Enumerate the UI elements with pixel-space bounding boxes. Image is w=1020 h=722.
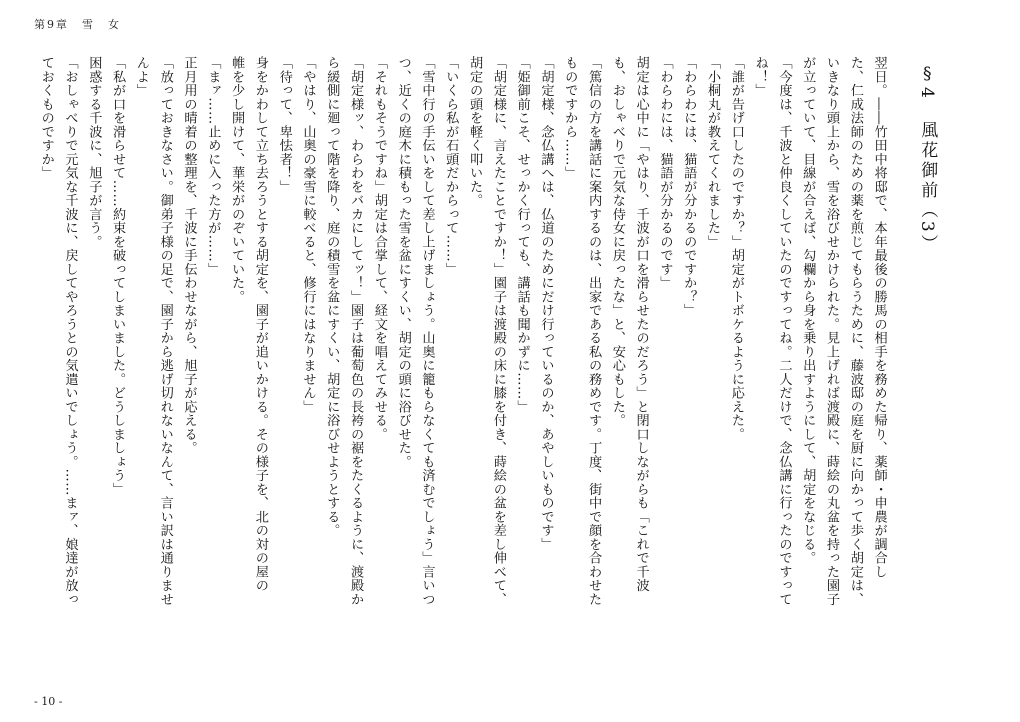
text-line: 「おしゃべりで元気な千波に、戻してやろうとの気遣いでしょう。……まァ、娘達が放っ <box>62 56 78 606</box>
text-line: 「小桐丸が教えてくれました」 <box>705 56 721 249</box>
text-line: 「いくら私が石頭だからって……」 <box>443 56 459 276</box>
section-title: §4 風花御前（3） <box>917 64 938 255</box>
text-line: 「放っておきなさい。御弟子様の足で、園子から逃げ切れないなんて、言い訳は通りませ <box>157 56 173 606</box>
text-line: 「胡定様、念仏講へは、仏道のためにだけ行っているのか、あやしいものです」 <box>538 56 554 551</box>
text-line: が立っていて、目線が合えば、勾欄から身を乗り出すようにして、胡定をなじる。 <box>800 56 816 565</box>
text-line: んよ」 <box>133 56 149 98</box>
vertical-text-body <box>38 56 962 686</box>
page-number: - 10 - <box>34 695 63 708</box>
text-line: ものですから……」 <box>562 56 578 180</box>
text-line: 「雪中行の手伝いをして差し上げましょう。山奥に籠もらなくても済むでしょう」言いつ <box>419 56 435 606</box>
text-line: いきなり頭上から、雪を浴びせかけられた。見上げれば渡殿に、蒔絵の丸盆を持った園子 <box>824 56 840 606</box>
text-line: 「待って、卑怯者！」 <box>276 56 292 194</box>
leading-blank-column <box>938 56 962 686</box>
text-line: 「誰が告げ口したのですか？」胡定がトボケるように応えた。 <box>728 56 744 441</box>
text-line: 困惑する千波に、旭子が言う。 <box>86 56 102 249</box>
text-line: も、おしゃべりで元気な侍女に戻ったな」と、安心もした。 <box>609 56 625 428</box>
text-line: 「篤信の方を講話に案内するのは、出家である私の務めです。丁度、街中で顔を合わせた <box>586 56 602 606</box>
text-line: 「私が口を滑らせて……約束を破ってしまいました。どうしましょう」 <box>110 56 126 496</box>
text-line: ておくものですか」 <box>38 56 54 180</box>
text-line: 「やはり、山奥の豪雪に較べると、修行にはなりません」 <box>300 56 316 414</box>
text-line: 胡定の頭を軽く叩いた。 <box>467 56 483 208</box>
text-line: 胡定は心中に「やはり、千波が口を滑らせたのだろう」と閉口しながらも「これで千波 <box>633 56 649 593</box>
text-line: 正月用の晴着の整理を、千波に手伝わせながら、旭子が応える。 <box>181 56 197 455</box>
title-spacer-column <box>891 56 915 686</box>
text-line: 「姫御前こそ、せっかく行っても、講話も聞かずに……」 <box>514 56 530 414</box>
text-line: 「まァ……止めに入った方が……」 <box>205 56 221 276</box>
text-line: 「わらわには、猫語が分かるのですか？」 <box>681 56 697 318</box>
text-line: 「今度は、千波と仲良くしていたのですってね。二人だけで、念仏講に行ったのですって <box>776 56 792 606</box>
text-line: 帷を少し開けて、華栄がのぞいていた。 <box>229 56 245 304</box>
text-line: ね！」 <box>752 56 768 98</box>
running-header: 第9章 雪 女 <box>34 18 121 31</box>
text-line: 「胡定様ッ、わらわをバカにしてッ！」園子は葡萄色の長袴の裾をたくるように、渡殿か <box>348 56 364 606</box>
text-line: つ、近くの庭木に積もった雪を盆にすくい、胡定の頭に浴びせた。 <box>395 56 411 469</box>
text-line: 「わらわには、猫語が分かるのです」 <box>657 56 673 290</box>
text-line: 「胡定様に、言えたことですか！」園子は渡殿の床に膝を付き、蒔絵の盆を差し伸べて、 <box>490 56 506 606</box>
text-line: 「それもそうですね」胡定は合掌して、経文を唱えてみせる。 <box>371 56 387 441</box>
text-line: た、仁成法師のための薬を煎じてもらうために、藤波邸の庭を厨に向かって歩く胡定は、 <box>847 56 863 606</box>
body-text <box>34 56 891 686</box>
text-line: 身をかわして立ち去ろうとする胡定を、園子が追いかける。その様子を、北の対の屋の <box>252 56 268 593</box>
text-line: ら緩側に廻って階を降り、庭の積雪を盆にすくい、胡定に浴びせようとする。 <box>324 56 340 538</box>
text-line: 翌日。――竹田中将邸で、本年最後の勝馬の相手を務めた帰り、薬師・申農が調合し <box>871 56 887 579</box>
